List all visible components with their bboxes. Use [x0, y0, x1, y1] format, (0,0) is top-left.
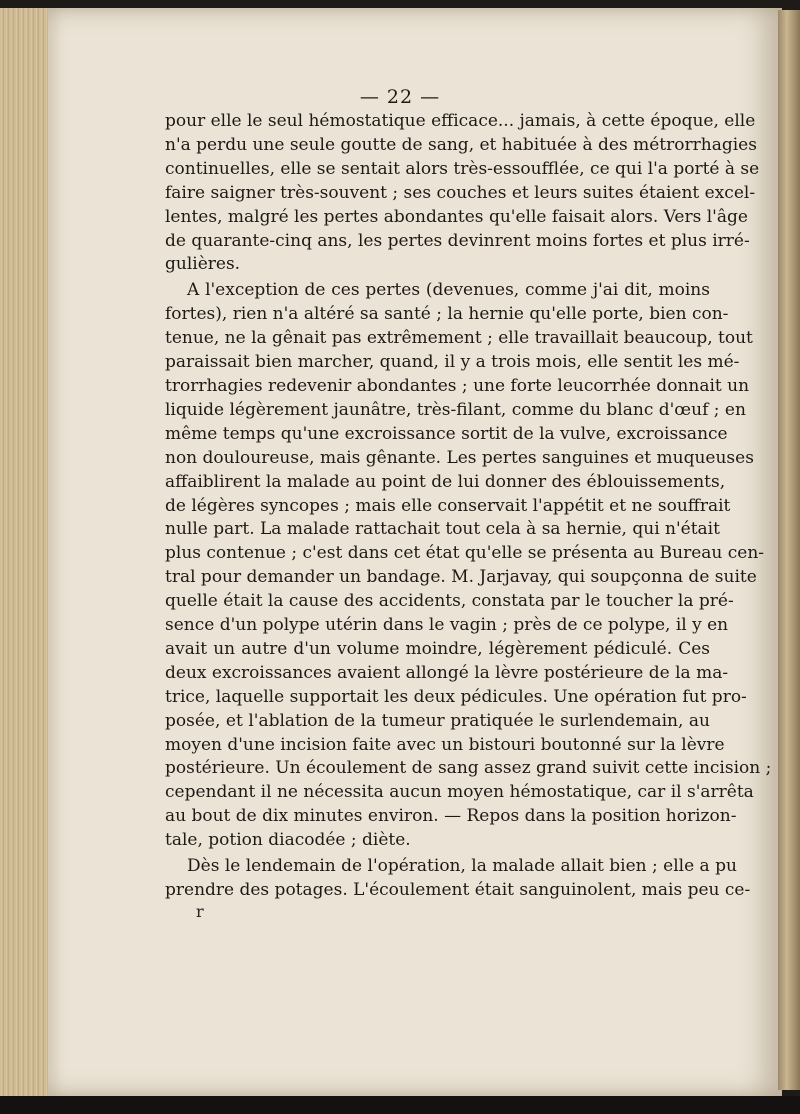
text-line: cependant il ne nécessita aucun moyen hémostatique, car il s'arrêta	[165, 782, 754, 803]
text-line: postérieure. Un écoulement de sang assez grand suivit cette incision ;	[165, 758, 772, 779]
text-line: paraissait bien marcher, quand, il y a trois mois, elle sentit les mé-	[165, 352, 740, 373]
text-line: continuelles, elle se sentait alors très-essoufflée, ce qui l'a porté à se	[165, 158, 760, 179]
text-line: non douloureuse, mais gênante. Les pertes sanguines et muqueuses	[165, 447, 754, 468]
text-line: lentes, malgré les pertes abondantes qu'elle faisait alors. Vers l'âge	[165, 206, 748, 227]
text-line: fortes), rien n'a altéré sa santé ; la hernie qu'elle porte, bien con-	[165, 304, 729, 325]
text-line: de quarante-cinq ans, les pertes devinrent moins fortes et plus irré-	[165, 230, 750, 251]
text-line: Dès le lendemain de l'opération, la malade allait bien ; elle a pu	[187, 856, 737, 877]
page-number: — 22 —	[359, 86, 441, 108]
text-line: A l'exception de ces pertes (devenues, comme j'ai dit, moins	[187, 280, 710, 301]
text-line: posée, et l'ablation de la tumeur pratiquée le surlendemain, au	[165, 710, 710, 731]
paragraph	[165, 279, 772, 853]
book-page-edges-right	[778, 10, 800, 1090]
text-line: faire saigner très-souvent ; ses couches et leurs suites étaient excel-	[165, 182, 756, 203]
text-line: nulle part. La malade rattachait tout cela à sa hernie, qui n'était	[165, 519, 720, 540]
text-line: au bout de dix minutes environ. — Repos dans la position horizon-	[165, 806, 737, 827]
text-line: de légères syncopes ; mais elle conservait l'appétit et ne souffrait	[165, 495, 731, 516]
text-line: pour elle le seul hémostatique efficace... jamais, à cette époque, elle	[165, 111, 756, 131]
paragraph	[165, 110, 760, 277]
text-line: liquide légèrement jaunâtre, très-filant, comme du blanc d'œuf ; en	[165, 399, 746, 420]
text-line: tale, potion diacodée ; diète.	[165, 830, 411, 851]
book-page-edges-left	[0, 8, 52, 1098]
text-line: trice, laquelle supportait les deux pédicules. Une opération fut pro-	[165, 686, 747, 707]
text-line: moyen d'une incision faite avec un bistouri boutonné sur la lèvre	[165, 734, 725, 755]
text-line: deux excroissances avaient allongé la lèvre postérieure de la ma-	[165, 662, 729, 683]
margin-mark: r	[196, 902, 204, 921]
paragraph	[165, 855, 751, 903]
text-line: sence d'un polype utérin dans le vagin ; près de ce polype, il y en	[165, 615, 729, 636]
scan-bottom-band	[0, 1096, 800, 1114]
text-line: trorrhagies redevenir abondantes ; une forte leucorrhée donnait un	[165, 375, 750, 396]
body-text	[165, 110, 772, 905]
text-line: plus contenue ; c'est dans cet état qu'elle se présenta au Bureau cen-	[165, 543, 765, 564]
text-line: n'a perdu une seule goutte de sang, et habituée à des métrorrhagies	[165, 134, 757, 155]
text-line: affaiblirent la malade au point de lui donner des éblouissements,	[165, 471, 726, 492]
text-line: quelle était la cause des accidents, constata par le toucher la pré-	[165, 591, 734, 612]
text-line: tral pour demander un bandage. M. Jarjavay, qui soupçonna de suite	[165, 567, 757, 588]
text-line: même temps qu'une excroissance sortit de la vulve, excroissance	[165, 423, 728, 444]
text-line: prendre des potages. L'écoulement était sanguinolent, mais peu ce-	[165, 880, 751, 900]
text-line: gulières.	[165, 254, 241, 275]
text-line: tenue, ne la gênait pas extrêmement ; elle travaillait beaucoup, tout	[165, 328, 753, 349]
text-line: avait un autre d'un volume moindre, légèrement pédiculé. Ces	[165, 638, 710, 659]
